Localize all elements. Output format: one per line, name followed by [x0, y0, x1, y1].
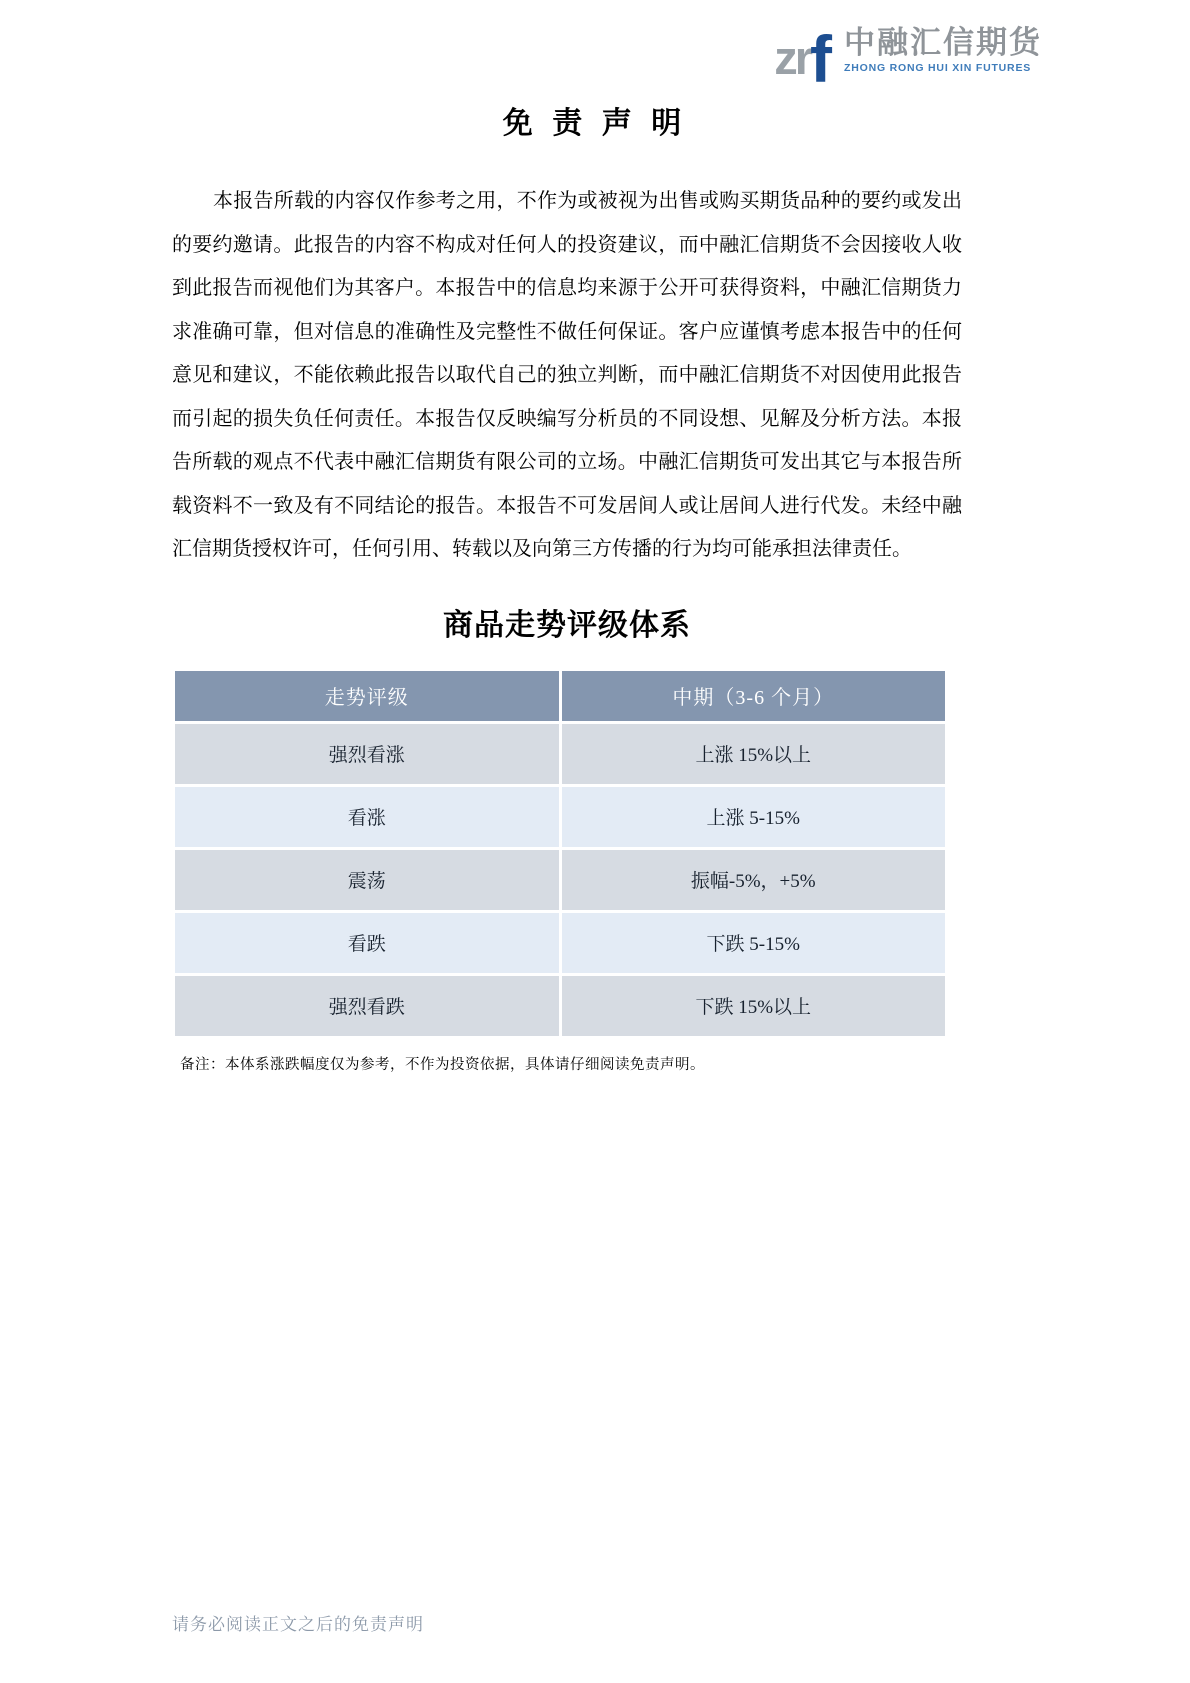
- table-row: [175, 787, 945, 847]
- range-cell: 上涨 15%以上: [562, 724, 946, 784]
- header-cell-rating: 走势评级: [175, 671, 559, 721]
- rating-cell: 震荡: [175, 850, 559, 910]
- rating-cell: 强烈看涨: [175, 724, 559, 784]
- table-note: 备注：本体系涨跌幅度仅为参考，不作为投资依据，具体请仔细阅读免责声明。: [180, 1056, 705, 1073]
- rating-table: [172, 668, 948, 1039]
- logo-f-letter: f: [810, 22, 832, 96]
- company-logo: [774, 22, 1042, 96]
- rating-table-body: [175, 724, 945, 1036]
- page-content: [172, 180, 962, 1074]
- disclaimer-paragraph: 本报告所载的内容仅作参考之用，不作为或被视为出售或购买期货品种的要约或发出的要约邀请。此报告的内容不构成对任何人的投资建议，而中融汇信期货不会因接收人收到此报告而视他们为其客户。本报告中的信息均来源于公开可获得资料，中融汇信期货力求准确可靠，但对信息的准确性及完整性不做任何保证。客户应谨慎考虑本报告中的任何意见和建议，不能依赖此报告以取代自己的独立判断，而中融汇信期货不对因使用此报告而引起的损失负任何责任。本报告仅反映编写分析员的不同设想、见解及分析方法。本报告所载的观点不代表中融汇信期货有限公司的立场。中融汇信期货可发出其它与本报告所载资料不一致及有不同结论的报告。本报告不可发居间人或让居间人进行代发。未经中融汇信期货授权许可，任何引用、转载以及向第三方传播的行为均可能承担法律责任。: [172, 190, 962, 560]
- page-title: 免 责 声 明: [502, 107, 688, 140]
- rating-cell: 强烈看跌: [175, 976, 559, 1036]
- company-name-en: ZHONG RONG HUI XIN FUTURES: [844, 62, 1032, 75]
- table-header-row: [175, 671, 945, 721]
- footer-disclaimer: 请务必阅读正文之后的免责声明: [172, 1615, 424, 1634]
- company-name-cn: 中融汇信期货: [844, 24, 1042, 60]
- zrf-logo-icon: [774, 22, 832, 96]
- header-cell-period: 中期（3-6 个月）: [562, 671, 946, 721]
- table-row: [175, 976, 945, 1036]
- range-cell: 振幅-5%，+5%: [562, 850, 946, 910]
- table-row: [175, 913, 945, 973]
- range-cell: 上涨 5-15%: [562, 787, 946, 847]
- rating-section-heading: 商品走势评级体系: [443, 608, 691, 642]
- table-row: [175, 850, 945, 910]
- logo-wordmark: [844, 24, 1042, 75]
- rating-table-head: [175, 671, 945, 721]
- rating-cell: 看跌: [175, 913, 559, 973]
- table-row: [175, 724, 945, 784]
- range-cell: 下跌 15%以上: [562, 976, 946, 1036]
- range-cell: 下跌 5-15%: [562, 913, 946, 973]
- logo-zr-letters: zr: [774, 31, 811, 85]
- rating-cell: 看涨: [175, 787, 559, 847]
